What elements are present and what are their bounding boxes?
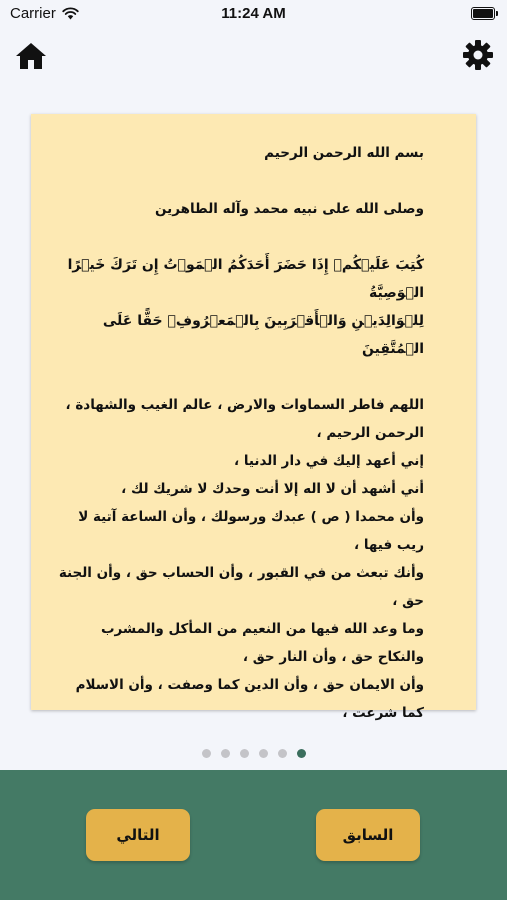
page-dot[interactable] bbox=[259, 749, 268, 758]
text-paragraph: كُتِبَ عَلَيۡكُمۡ إِذَا حَضَرَ أَحَدَكُمُ الۡمَوۡتُ إِن تَرَكَ خَيۡرًا الۡوَصِيَّةُ bbox=[67, 257, 424, 301]
page-dot[interactable] bbox=[278, 749, 287, 758]
bottom-bar bbox=[0, 770, 507, 900]
text-paragraph: بسم الله الرحمن الرحيم bbox=[264, 145, 424, 161]
paragraph-gap bbox=[51, 223, 424, 251]
battery-icon bbox=[471, 7, 495, 20]
page-dot[interactable] bbox=[297, 749, 306, 758]
text-paragraph: وأن محمدا ( ص ) عبدك ورسولك ، وأن الساعة آتية لا ريب فيها ، bbox=[78, 509, 424, 553]
will-text bbox=[31, 114, 476, 727]
text-paragraph: وأن الايمان حق ، وأن الدين كما وصفت ، وأن الاسلام كما شرعت ، bbox=[75, 677, 424, 721]
text-paragraph: وأنك تبعث من في القبور ، وأن الحساب حق ، وأن الجنة حق ، bbox=[58, 565, 424, 609]
text-paragraph: إني أعهد إليك في دار الدنيا ، bbox=[234, 453, 424, 469]
page-indicator[interactable] bbox=[0, 749, 507, 758]
next-button[interactable]: التالي bbox=[86, 809, 190, 861]
paragraph-gap bbox=[51, 167, 424, 195]
text-paragraph: وما وعد الله فيها من النعيم من المأكل والمشرب والنكاح حق ، وأن النار حق ، bbox=[100, 621, 424, 665]
page-dot[interactable] bbox=[221, 749, 230, 758]
text-paragraph: وصلى الله على نبيه محمد وآله الطاهرين bbox=[155, 201, 424, 217]
text-paragraph: لِلۡوَالِدَيۡنِ وَالۡأَقۡرَبِينَ بِالۡمَعۡرُوفِۖ حَقًّا عَلَى الۡمُتَّقِينَ bbox=[102, 313, 424, 357]
home-icon bbox=[14, 40, 48, 72]
settings-button[interactable] bbox=[461, 38, 495, 72]
text-paragraph: أني أشهد أن لا اله إلا أنت وحدك لا شريك لك ، bbox=[121, 481, 424, 497]
carrier-label: Carrier bbox=[10, 5, 56, 22]
home-button[interactable] bbox=[14, 40, 48, 72]
text-paragraph: اللهم فاطر السماوات والارض ، عالم الغيب والشهادة ، الرحمن الرحيم ، bbox=[65, 397, 424, 441]
page-dot[interactable] bbox=[240, 749, 249, 758]
status-bar bbox=[0, 0, 507, 30]
paragraph-gap bbox=[51, 363, 424, 391]
previous-button[interactable]: السابق bbox=[316, 809, 420, 861]
gear-icon bbox=[461, 38, 495, 72]
page-dot[interactable] bbox=[202, 749, 211, 758]
status-time: 11:24 AM bbox=[221, 5, 286, 22]
content-card[interactable] bbox=[31, 114, 476, 721]
